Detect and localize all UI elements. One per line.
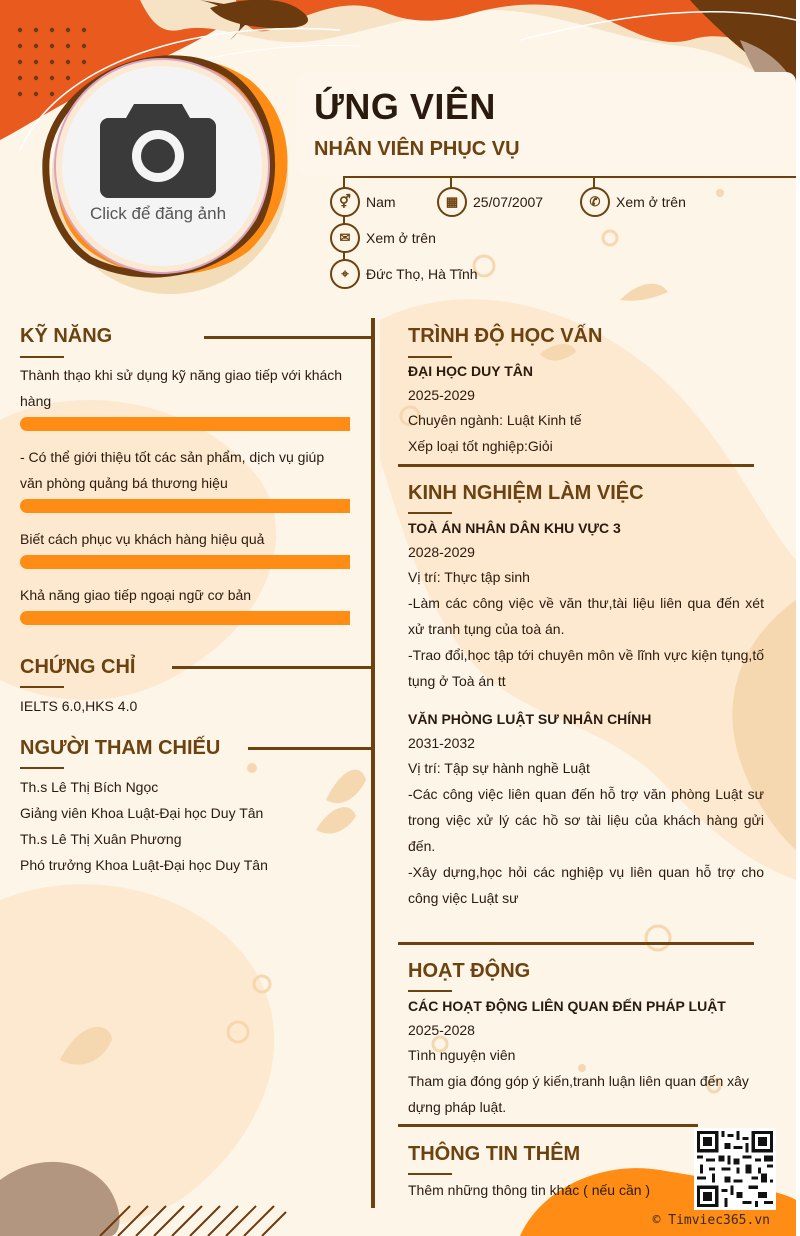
experience-underline: [408, 512, 452, 514]
qr-code-icon: [694, 1128, 776, 1210]
experience-rule: [398, 942, 754, 945]
job-description: -Làm các công việc về văn thư,tài liệu liên qua đến xét xử tranh tụng của toà án.: [408, 595, 764, 637]
skills-title: KỸ NĂNG: [20, 325, 113, 347]
gender-value: Nam: [366, 194, 396, 210]
email-value: Xem ở trên: [366, 230, 436, 246]
activity-role: Tình nguyện viên: [408, 1047, 516, 1063]
additional-info-title: THÔNG TIN THÊM: [408, 1143, 581, 1165]
references-rule: [248, 747, 372, 750]
activity-name: CÁC HOẠT ĐỘNG LIÊN QUAN ĐẾN PHÁP LUẬT: [408, 998, 726, 1014]
job-company: VĂN PHÒNG LUẬT SƯ NHÂN CHÍNH: [408, 711, 652, 727]
skill-item: Biết cách phục vụ khách hàng hiệu quả: [20, 531, 265, 547]
skill-bar-fill: [20, 417, 350, 431]
skill-item: - Có thể giới thiệu tốt các sản phẩm, dịch vụ giúp văn phòng quảng bá thương hiệu: [20, 449, 325, 491]
activities-underline: [408, 990, 452, 992]
job-company: TOÀ ÁN NHÂN DÂN KHU VỰC 3: [408, 520, 621, 536]
experience-title: KINH NGHIỆM LÀM VIỆC: [408, 482, 644, 504]
candidate-name: ỨNG VIÊN: [314, 86, 496, 127]
skill-bar-fill: [20, 499, 350, 513]
references-underline: [20, 767, 64, 769]
gender-item: [330, 187, 396, 217]
watermark-footer: © Timviec365.vn: [652, 1213, 770, 1228]
additional-info-underline: [408, 1173, 452, 1175]
skill-item: Khả năng giao tiếp ngoại ngữ cơ bản: [20, 587, 252, 603]
skill-item: Thành thạo khi sử dụng kỹ năng giao tiếp với khách hàng: [20, 367, 343, 409]
phone-item: [580, 187, 686, 217]
skill-bar-fill: [20, 611, 350, 625]
address-item: [330, 259, 478, 289]
reference-line: Giảng viên Khoa Luật-Đại học Duy Tân: [20, 805, 264, 821]
reference-line: Phó trưởng Khoa Luật-Đại học Duy Tân: [20, 857, 268, 873]
upload-photo-label[interactable]: Click để đăng ảnh: [89, 204, 227, 223]
skills-underline: [20, 356, 64, 358]
birthday-item: [437, 187, 543, 217]
calendar-icon: ▦: [437, 187, 467, 217]
phone-value: Xem ở trên: [616, 194, 686, 210]
certificates-underline: [20, 686, 64, 688]
activity-period: 2025-2028: [408, 1022, 475, 1038]
education-title: TRÌNH ĐỘ HỌC VẤN: [408, 325, 603, 347]
camera-icon: [100, 96, 216, 200]
contact-connector-h: [344, 176, 796, 178]
education-grade: Xếp loại tốt nghiệp:Giỏi: [408, 438, 553, 454]
additional-info-text: Thêm những thông tin khác ( nếu cần ): [408, 1182, 651, 1198]
birthday-value: 25/07/2007: [473, 194, 544, 210]
skill-bar-fill: [20, 555, 350, 569]
job-title: NHÂN VIÊN PHỤC VỤ: [314, 138, 520, 160]
job-description: -Các công việc liên quan đến hỗ trợ văn phòng Luật sư trong việc xử lý các hồ sơ tài liệu của khách hàng gửi đến.: [408, 786, 764, 854]
school-name: ĐẠI HỌC DUY TÂN: [408, 363, 533, 379]
job-role: Vị trí: Thực tập sinh: [408, 569, 530, 585]
skills-rule: [204, 336, 372, 339]
job-period: 2028-2029: [408, 544, 475, 560]
certificates-title: CHỨNG CHỈ: [20, 656, 136, 678]
center-divider: [371, 318, 375, 1208]
activities-rule: [398, 1124, 698, 1127]
job-description: -Trao đổi,học tập tới chuyên môn về lĩnh vực kiện tụng,tố tụng ở Toà án tt: [408, 647, 764, 689]
job-period: 2031-2032: [408, 735, 475, 751]
activities-title: HOẠT ĐỘNG: [408, 960, 531, 982]
email-item: [330, 223, 436, 253]
education-major: Chuyên ngành: Luật Kinh tế: [408, 412, 582, 428]
reference-line: Th.s Lê Thị Bích Ngọc: [20, 779, 159, 795]
certificates-rule: [172, 666, 372, 669]
phone-icon: ✆: [580, 187, 610, 217]
education-rule: [398, 464, 754, 467]
references-title: NGƯỜI THAM CHIẾU: [20, 737, 221, 759]
activity-description: Tham gia đóng góp ý kiến,tranh luận liên quan đến xây dựng pháp luật.: [408, 1073, 749, 1115]
address-value: Đức Thọ, Hà Tĩnh: [366, 266, 478, 282]
certificate-item: IELTS 6.0,HKS 4.0: [20, 698, 138, 714]
email-icon: ✉: [330, 223, 360, 253]
gender-icon: ⚥: [330, 187, 360, 217]
education-period: 2025-2029: [408, 387, 475, 403]
job-description: -Xây dựng,học hỏi các nghiệp vụ liên quan hỗ trợ cho công việc Luật sư: [408, 864, 764, 906]
job-role: Vị trí: Tập sự hành nghề Luật: [408, 760, 590, 776]
reference-line: Th.s Lê Thị Xuân Phương: [20, 831, 182, 847]
location-pin-icon: ⌖: [330, 259, 360, 289]
